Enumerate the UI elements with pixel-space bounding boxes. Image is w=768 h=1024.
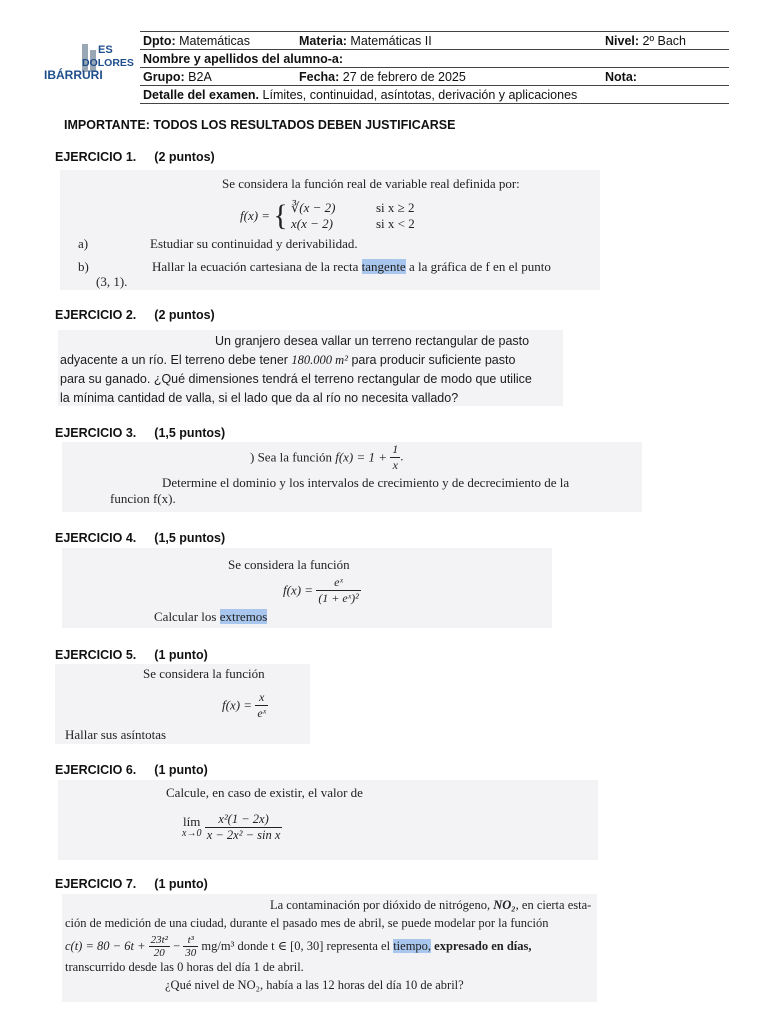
text-line: para su ganado. ¿Qué dimensiones tendrá el terreno rectangular de modo que utilice [60,372,532,386]
materia-label: Materia: [299,33,347,48]
exercise-number: EJERCICIO 2. [55,308,137,322]
area-value: 180.000 m² [291,353,348,367]
grupo-label: Grupo: [143,69,185,84]
lim-subscript: x→0 [182,827,202,839]
highlighted-word: extremos [219,609,268,624]
brace: { [273,199,288,232]
text-line: la mínima cantidad de valla, si el lado que da al río no necesita vallado? [60,391,459,405]
exercise-7-text [65,896,600,976]
text-line: Un granjero desea vallar un terreno rectangular de pasto [215,334,530,348]
detalle-label: Detalle del examen. [143,87,260,102]
dpto-value: Matemáticas [179,33,250,48]
exercise-7-title [55,877,208,891]
highlighted-word: tangente [361,259,406,274]
text-line: La contaminación por dióxido de nitrógeno, [270,898,491,912]
exercise-3-function: ) Sea la función f(x) = 1 + $\frac{1}{x}$ . [250,442,404,472]
case-2-expr: x(x − 2) [290,216,333,231]
nivel-label: Nivel: [605,33,640,48]
exercise-points: (1 punto) [154,763,208,777]
exercise-1-title [55,150,215,164]
exercise-points: (1,5 puntos) [154,426,226,440]
exercise-1-point: (3, 1). [96,274,128,289]
exercise-2-title [55,308,215,322]
denominator: 30 [185,946,197,959]
exercise-3-task [110,475,650,507]
exercise-number: EJERCICIO 4. [55,531,137,545]
logo-text-mid: DOLORES [82,57,134,69]
exercise-5-task: Hallar sus asíntotas [65,727,167,742]
case-1-cond: si x ≥ 2 [375,200,415,215]
case-2-cond: si x < 2 [375,216,415,231]
exercise-5-intro: Se considera la función [143,666,265,681]
part-text: Estudiar su continuidad y derivabilidad. [150,236,358,251]
exercise-4-task [154,609,267,625]
numerator: eˣ [316,575,360,591]
exercise-4-function [283,575,361,606]
exercise-6-intro: Calcule, en caso de existir, el valor de [166,785,363,800]
fraction-1 [149,934,170,959]
nombre-label: Nombre y apellidos del alumno-a: [143,51,344,66]
text-line: Determine el dominio y los intervalos de crecimiento y de decrecimiento de la [162,475,570,490]
text-line: adyacente a un río. El terreno debe tener [60,353,288,367]
exercise-5-title [55,648,208,662]
denominator: x − 2x² − sin x [206,828,281,842]
function-lhs: c(t) = 80 − 6t + [65,939,146,954]
exercise-number: EJERCICIO 1. [55,150,137,164]
denominator: (1 + eˣ)² [318,591,359,605]
case-1-expr: ∛(x − 2) [290,200,336,215]
exercise-2-text [60,332,560,408]
no2-symbol: NO₂ [493,898,516,912]
school-logo [42,40,137,88]
exercise-points: (1,5 puntos) [154,531,226,545]
part-label: b) [78,259,89,274]
piecewise-cases [291,200,415,232]
materia-value: Matemáticas II [350,33,432,48]
text-line: , en cierta esta- [515,898,592,912]
lim-text: lím [183,813,201,829]
text-line: transcurrido desde las 0 horas del día 1 de abril. [65,960,304,974]
text-line: mg/m³ donde t ∈ [0, 30] representa el [201,939,391,954]
exercise-6-limit [182,812,282,843]
denominator: eˣ [257,706,267,720]
logo-text-top: ES [98,44,113,56]
highlighted-word: tiempo, [393,939,432,954]
minus-sign: − [173,939,181,954]
exercise-points: (2 puntos) [154,308,215,322]
exercise-1-part-b [78,259,551,275]
nota-label: Nota: [605,69,637,84]
important-notice: IMPORTANTE: TODOS LOS RESULTADOS DEBEN JUSTIFICARSE [64,118,456,132]
exercise-number: EJERCICIO 6. [55,763,137,777]
part-text: Hallar la ecuación cartesiana de la recta [152,259,359,274]
function-lhs: f(x) = 1 + [335,449,388,465]
dpto-label: Dpto: [143,33,176,48]
exercise-points: (2 puntos) [154,150,215,164]
exercise-points: (1 punto) [154,877,208,891]
numerator: 1 [392,442,399,456]
text-line: Calcular los [154,609,217,624]
function-lhs: f(x) = [283,582,314,598]
text-line: ción de medición de una ciudad, durante el pasado mes de abril, se puede modelar por la función [65,916,549,930]
detalle-value: Límites, continuidad, asíntotas, derivación y aplicaciones [262,87,578,102]
denominator: 20 [153,946,165,959]
fraction [316,575,360,606]
fecha-value: 27 de febrero de 2025 [342,69,466,84]
part-label: a) [78,236,89,251]
numerator: x²(1 − 2x) [205,812,283,828]
part-text: a la gráfica de f en el punto [408,259,551,274]
text-line: para producir suficiente pasto [351,353,516,367]
numerator: x [255,690,268,706]
fecha-label: Fecha: [299,69,340,84]
intro-text: ) Sea la función [250,449,332,465]
exercise-1-part-a [78,236,358,252]
exercise-4-intro: Se considera la función [228,557,350,572]
exercise-1-intro: Se considera la función real de variable real definida por: [222,176,520,191]
exercise-number: EJERCICIO 5. [55,648,137,662]
exercise-6-title [55,763,208,777]
exercise-number: EJERCICIO 7. [55,877,137,891]
function-lhs: f(x) = [222,697,253,713]
numerator: t³ [183,934,198,947]
grupo-value: B2A [188,69,212,84]
limit-operator [182,813,202,840]
exercise-points: (1 punto) [154,648,208,662]
logo-text-bottom: IBÁRRURI [44,68,103,82]
fraction [255,690,268,721]
exercise-4-title [55,531,225,545]
function-lhs: f(x) = [240,208,271,223]
fraction-2 [183,934,198,959]
exercise-number: EJERCICIO 3. [55,426,137,440]
fraction [205,812,283,843]
exercise-7-question: ¿Qué nivel de NO₂, había a las 12 horas del día 10 de abril? [165,978,464,992]
numerator: 23t² [150,933,168,946]
denominator: x [392,458,398,472]
exercise-5-function [222,690,268,721]
exercise-3-title [55,426,225,440]
exercise-1-function [240,200,415,232]
nivel-value: 2º Bach [642,33,687,48]
text-line: funcion f(x). [110,491,176,506]
text-line: expresado en días, [434,939,532,954]
exam-header-table [140,31,729,104]
fraction [390,442,400,473]
